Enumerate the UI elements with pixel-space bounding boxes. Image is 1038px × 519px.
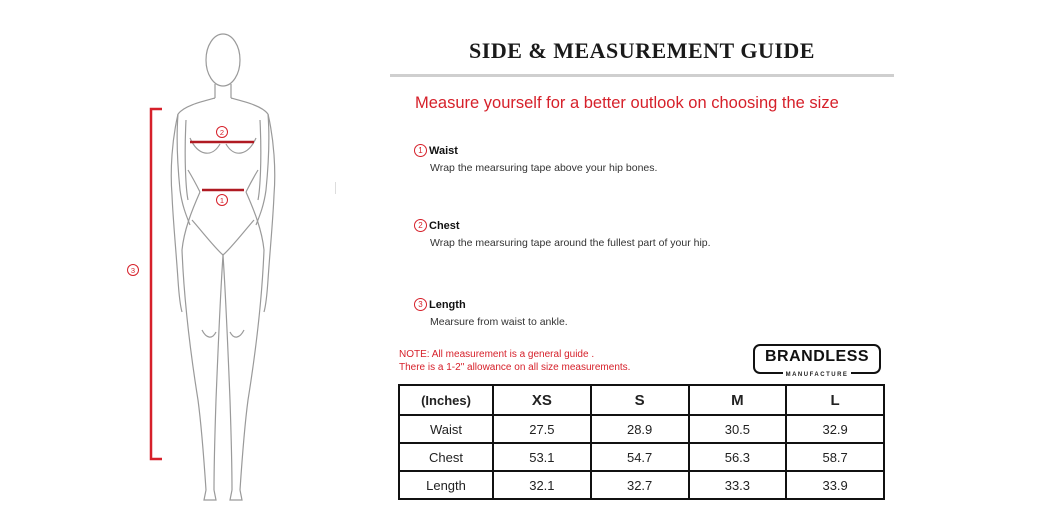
brand-sub-wrap bbox=[755, 372, 879, 378]
length-bracket bbox=[151, 109, 162, 459]
marker-chest bbox=[217, 127, 228, 138]
table-cell: 33.9 bbox=[786, 471, 884, 499]
divider-tick bbox=[335, 182, 336, 194]
marker-waist-label: 1 bbox=[219, 196, 225, 205]
table-cell: 32.7 bbox=[591, 471, 689, 499]
page-title: SIDE & MEASUREMENT GUIDE bbox=[469, 38, 815, 63]
note bbox=[399, 349, 630, 374]
item-waist-number: 1 bbox=[414, 144, 427, 157]
note-line-1: NOTE: All measurement is a general guide . bbox=[399, 349, 595, 360]
item-length-desc: Mearsure from waist to ankle. bbox=[430, 316, 568, 328]
item-chest-number: 2 bbox=[414, 219, 427, 232]
table-cell: 33.3 bbox=[689, 471, 787, 499]
item-chest-desc: Wrap the mearsuring tape around the fullest part of your hip. bbox=[430, 237, 711, 249]
item-length-name: Length bbox=[429, 298, 466, 311]
table-cell: 32.9 bbox=[786, 415, 884, 443]
size-table bbox=[398, 384, 885, 500]
table-header-row bbox=[399, 385, 884, 415]
table-header-cell: (Inches) bbox=[399, 385, 493, 415]
item-waist-desc: Wrap the mearsuring tape above your hip bones. bbox=[430, 162, 658, 174]
table-row bbox=[399, 415, 884, 443]
table-cell: 32.1 bbox=[493, 471, 591, 499]
item-waist-name: Waist bbox=[429, 144, 458, 157]
item-waist bbox=[414, 142, 657, 174]
item-length-number: 3 bbox=[414, 298, 427, 311]
table-cell: 54.7 bbox=[591, 443, 689, 471]
table-cell: Waist bbox=[399, 415, 493, 443]
table-cell: 53.1 bbox=[493, 443, 591, 471]
brand-sub: MANUFACTURE bbox=[783, 372, 852, 378]
title-rule bbox=[390, 74, 894, 77]
marker-waist bbox=[217, 195, 228, 206]
marker-length-label: 3 bbox=[130, 266, 136, 275]
marker-length bbox=[128, 265, 139, 276]
item-length bbox=[414, 296, 568, 328]
table-cell: Length bbox=[399, 471, 493, 499]
table-cell: 28.9 bbox=[591, 415, 689, 443]
table-header-cell: L bbox=[786, 385, 884, 415]
table-cell: 27.5 bbox=[493, 415, 591, 443]
mannequin-illustration bbox=[120, 20, 360, 510]
mannequin-figure bbox=[120, 20, 360, 510]
table-cell: Chest bbox=[399, 443, 493, 471]
note-line-2: There is a 1-2" allowance on all size measurements. bbox=[399, 361, 631, 373]
brand-logo bbox=[753, 344, 881, 378]
item-chest bbox=[414, 217, 711, 249]
table-header-cell: S bbox=[591, 385, 689, 415]
mannequin-outline bbox=[171, 34, 275, 500]
brand-name: BRANDLESS bbox=[764, 348, 870, 365]
table-header-cell: M bbox=[689, 385, 787, 415]
subtitle: Measure yourself for a better outlook on choosing the size bbox=[415, 94, 839, 112]
table-header-cell: XS bbox=[493, 385, 591, 415]
marker-chest-label: 2 bbox=[219, 128, 225, 137]
table-cell: 58.7 bbox=[786, 443, 884, 471]
table-row bbox=[399, 471, 884, 499]
table-row bbox=[399, 443, 884, 471]
table-cell: 56.3 bbox=[689, 443, 787, 471]
table-cell: 30.5 bbox=[689, 415, 787, 443]
item-chest-name: Chest bbox=[429, 219, 460, 232]
